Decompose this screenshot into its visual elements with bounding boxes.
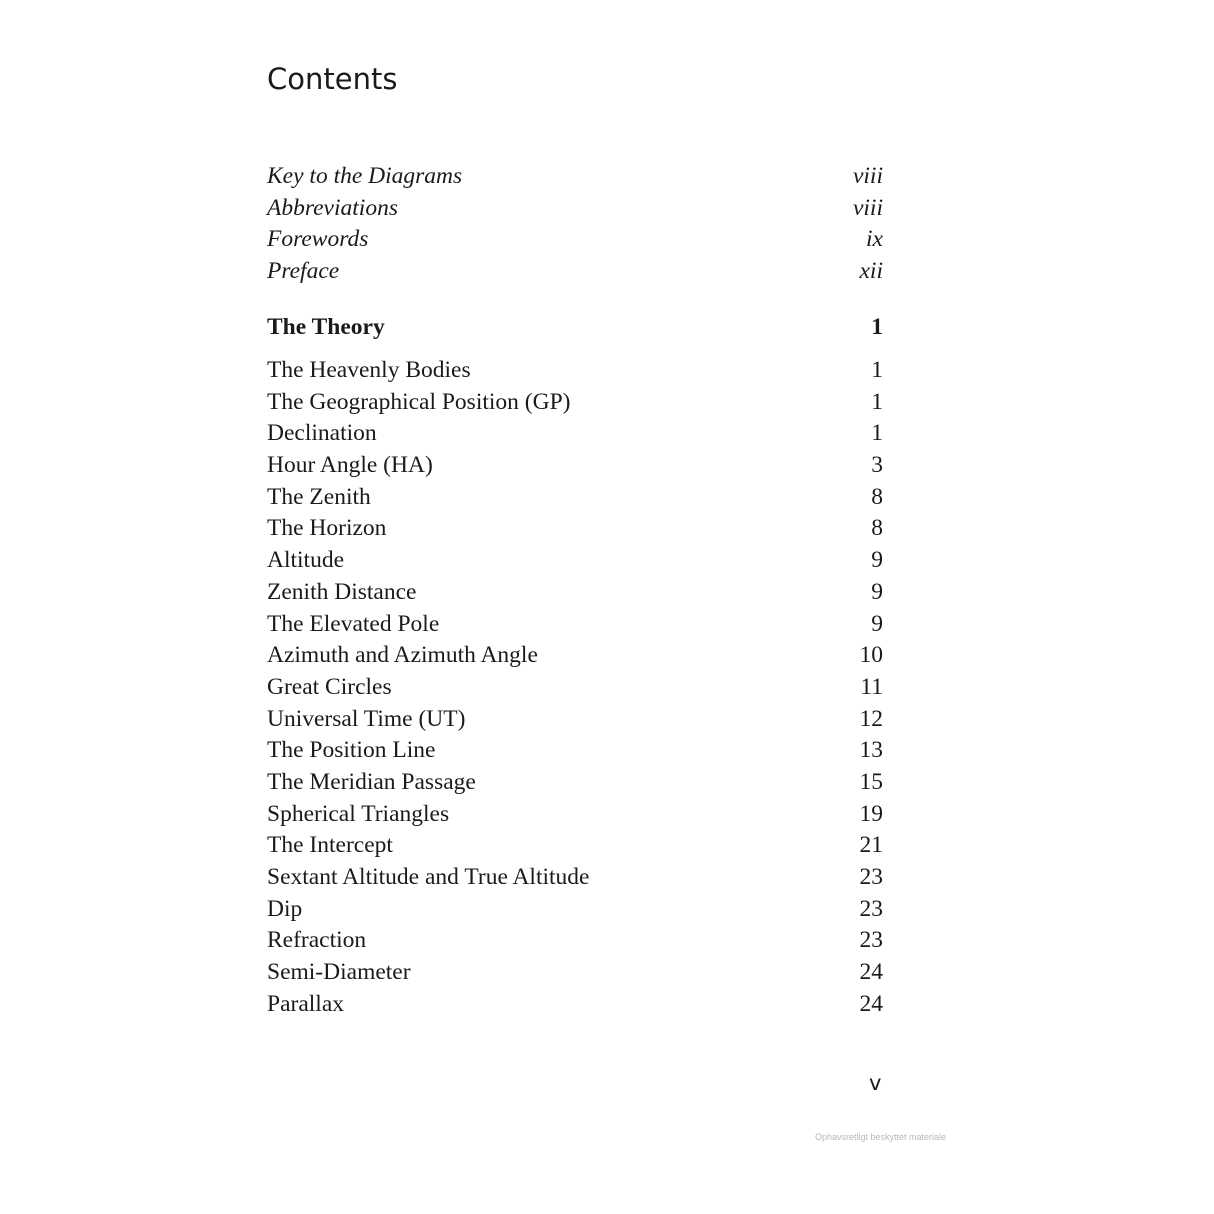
toc-entry-title: Zenith Distance xyxy=(267,578,417,605)
section-page: 1 xyxy=(871,314,883,340)
toc-entry-page: 9 xyxy=(871,610,883,637)
toc-entry[interactable] xyxy=(267,224,883,256)
toc-entry-title: Semi-Diameter xyxy=(267,959,411,986)
toc-entry[interactable] xyxy=(267,577,883,609)
toc-entry[interactable] xyxy=(267,355,883,387)
toc-entry-page: 23 xyxy=(859,895,883,922)
toc-entry-page: 3 xyxy=(871,452,883,479)
toc-entry[interactable] xyxy=(267,672,883,704)
toc-entry-page: 10 xyxy=(859,642,883,669)
toc-entry-page: 1 xyxy=(871,357,883,383)
toc-entry-page: 13 xyxy=(859,737,883,764)
toc-entry-title: Forewords xyxy=(267,226,369,253)
toc-entry-page: 15 xyxy=(859,768,883,795)
toc-entry[interactable] xyxy=(267,989,883,1021)
toc-entry[interactable] xyxy=(267,704,883,736)
toc-entry[interactable] xyxy=(267,640,883,672)
toc-entry[interactable] xyxy=(267,735,883,767)
toc-entry-title: The Intercept xyxy=(267,832,393,859)
toc-entry-title: Preface xyxy=(267,258,340,285)
section-entry-list xyxy=(267,355,883,1020)
toc-entry[interactable] xyxy=(267,193,883,225)
toc-entry-page: viii xyxy=(852,163,883,189)
toc-entry-title: The Position Line xyxy=(267,737,436,764)
toc-entry-title: Great Circles xyxy=(267,673,392,700)
toc-entry[interactable] xyxy=(267,830,883,862)
toc-entry-title: Parallax xyxy=(267,990,344,1017)
toc-entry-title: The Heavenly Bodies xyxy=(267,357,471,383)
toc-entry[interactable] xyxy=(267,925,883,957)
toc-entry[interactable] xyxy=(267,767,883,799)
toc-entry-page: 24 xyxy=(859,990,883,1017)
toc-entry[interactable] xyxy=(267,256,883,288)
toc-entry[interactable] xyxy=(267,513,883,545)
toc-entry-title: Sextant Altitude and True Altitude xyxy=(267,864,590,890)
toc-entry-title: Declination xyxy=(267,420,377,447)
toc-entry[interactable] xyxy=(267,450,883,482)
toc-entry-title: The Geographical Position (GP) xyxy=(267,388,571,415)
toc-entry-title: Spherical Triangles xyxy=(267,800,450,827)
toc-entry-title: Key to the Diagrams xyxy=(267,163,463,189)
toc-entry-page: 23 xyxy=(859,927,883,954)
toc-entry-page: 8 xyxy=(871,515,883,542)
toc-entry-page: 1 xyxy=(871,420,883,447)
toc-entry-title: Azimuth and Azimuth Angle xyxy=(267,642,538,669)
toc-entry-title: The Zenith xyxy=(267,483,371,510)
toc-entry-page: xii xyxy=(859,258,883,285)
toc-entry-title: The Horizon xyxy=(267,515,387,542)
toc-entry[interactable] xyxy=(267,862,883,894)
toc-entry-title: The Elevated Pole xyxy=(267,610,440,637)
page-title: Contents xyxy=(267,62,398,96)
page-number: v xyxy=(869,1071,882,1095)
toc-section-entry[interactable] xyxy=(267,312,883,344)
front-matter-list xyxy=(267,161,883,288)
toc-entry-page: 8 xyxy=(871,483,883,510)
toc-entry[interactable] xyxy=(267,799,883,831)
toc-entry-page: 24 xyxy=(859,959,883,986)
toc-entry-page: 9 xyxy=(871,547,883,574)
toc-entry[interactable] xyxy=(267,545,883,577)
toc-entry-title: Dip xyxy=(267,895,303,922)
toc-entry[interactable] xyxy=(267,387,883,419)
toc-entry[interactable] xyxy=(267,609,883,641)
toc-entry-title: Universal Time (UT) xyxy=(267,705,466,732)
section-title: The Theory xyxy=(267,314,385,340)
toc-entry-title: Refraction xyxy=(267,927,367,954)
toc-entry[interactable] xyxy=(267,418,883,450)
toc-entry-page: viii xyxy=(852,194,883,221)
toc-entry-page: 11 xyxy=(860,673,883,700)
toc-entry[interactable] xyxy=(267,161,883,193)
toc-entry-title: The Meridian Passage xyxy=(267,768,476,795)
toc-entry-title: Abbreviations xyxy=(267,194,398,221)
toc-entry-page: 21 xyxy=(859,832,883,859)
toc-entry[interactable] xyxy=(267,957,883,989)
toc-entry-page: 1 xyxy=(871,388,883,415)
section-heading xyxy=(267,312,883,344)
toc-entry-page: 12 xyxy=(859,705,883,732)
toc-entry-page: 23 xyxy=(859,864,883,890)
toc-entry-page: 9 xyxy=(871,578,883,605)
toc-entry[interactable] xyxy=(267,482,883,514)
toc-entry-page: 19 xyxy=(859,800,883,827)
toc-entry-title: Altitude xyxy=(267,547,345,574)
toc-entry[interactable] xyxy=(267,894,883,926)
toc-entry-page: ix xyxy=(866,226,883,253)
copyright-watermark: Ophavsretligt beskyttet materiale xyxy=(815,1132,947,1142)
toc-entry-title: Hour Angle (HA) xyxy=(267,452,433,479)
